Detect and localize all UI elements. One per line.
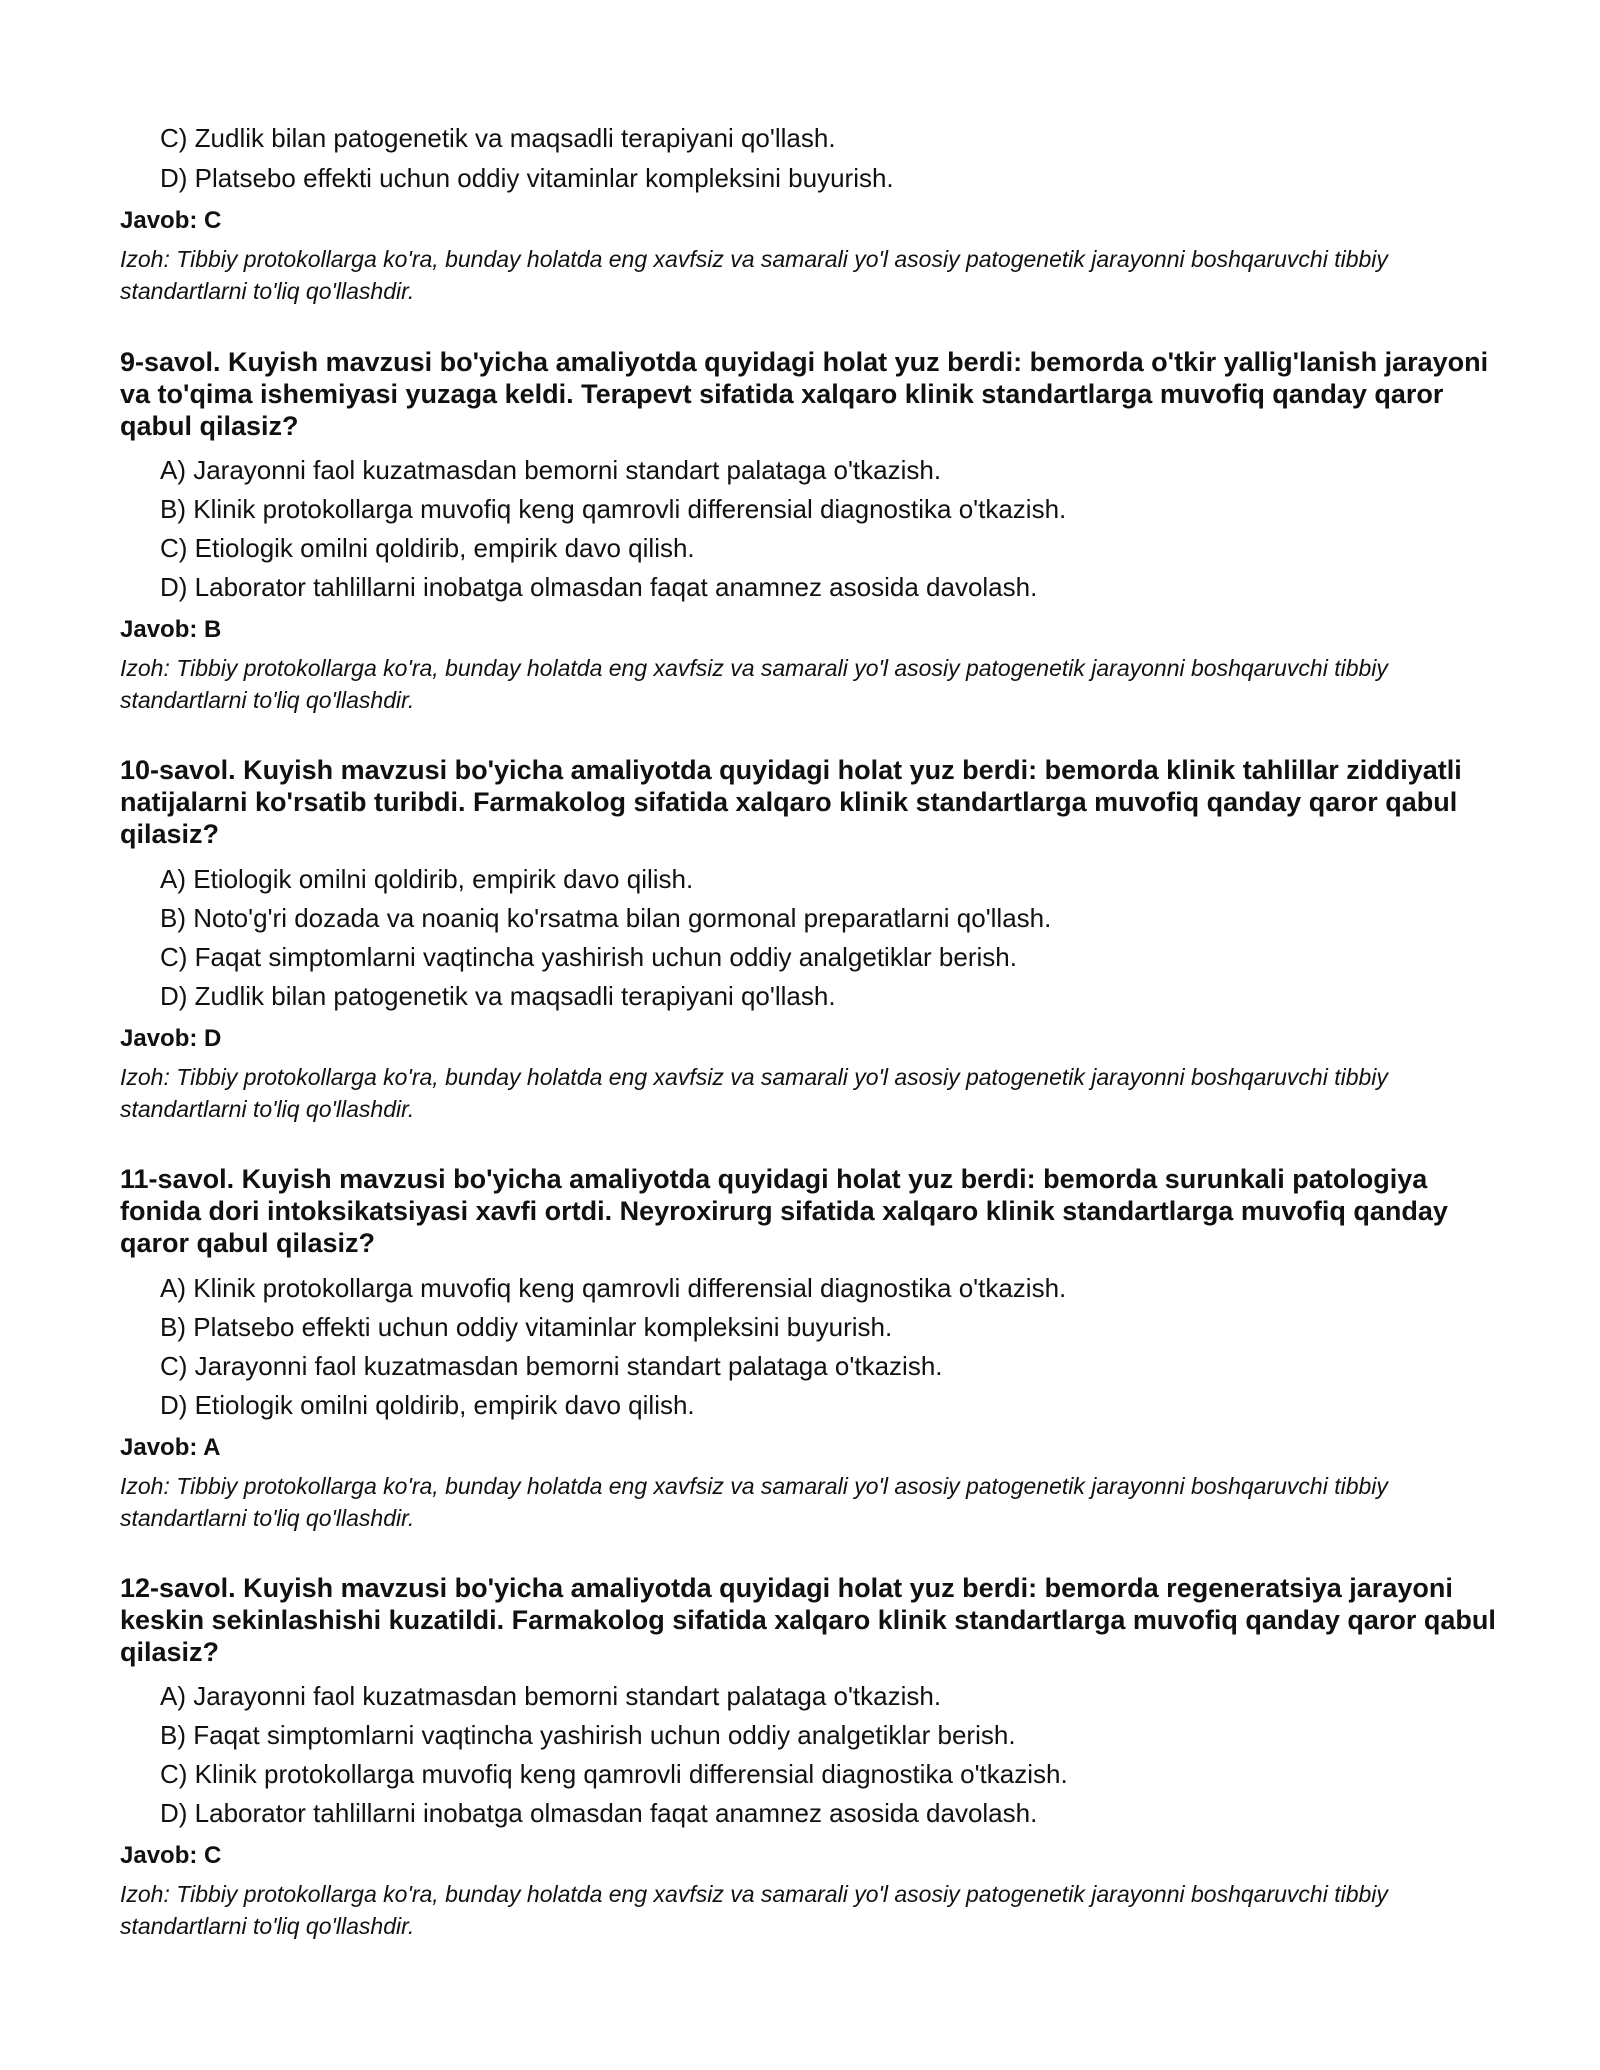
q8-answer: Javob: C [120,207,222,234]
q11-option-c: C) Jarayonni faol kuzatmasdan bemorni standart palataga o'tkazish. [160,1351,943,1381]
q9-option-b: B) Klinik protokollarga muvofiq keng qamrovli differensial diagnostika o'tkazish. [160,494,1067,524]
q9-option-d: D) Laborator tahlillarni inobatga olmasdan faqat anamnez asosida davolash. [160,572,1038,602]
q10-option-c: C) Faqat simptomlarni vaqtincha yashirish uchun oddiy analgetiklar berish. [160,942,1017,972]
q10-question: 10-savol. Kuyish mavzusi bo'yicha amaliyotda quyidagi holat yuz berdi: bemorda klinik tahlillar ziddiyatli natijalarni ko'rsatib turibdi. Farmakolog sifatida xalqaro klinik standartlarga muvofiq qanday qaror qabul qilasiz? [120,755,1462,849]
q8-option-d: D) Platsebo effekti uchun oddiy vitaminlar kompleksini buyurish. [160,163,894,193]
q8-note: Izoh: Tibbiy protokollarga ko'ra, bunday holatda eng xavfsiz va samarali yo'l asosiy patogenetik jarayonni boshqaruvchi tibbiy standartlarni to'liq qo'llashdir. [120,246,1388,304]
q11-option-a: A) Klinik protokollarga muvofiq keng qamrovli differensial diagnostika o'tkazish. [160,1273,1067,1303]
q9-option-a: A) Jarayonni faol kuzatmasdan bemorni standart palataga o'tkazish. [160,455,942,485]
q10-option-b: B) Noto'g'ri dozada va noaniq ko'rsatma bilan gormonal preparatlarni qo'llash. [160,903,1052,933]
q9-note: Izoh: Tibbiy protokollarga ko'ra, bunday holatda eng xavfsiz va samarali yo'l asosiy patogenetik jarayonni boshqaruvchi tibbiy standartlarni to'liq qo'llashdir. [120,655,1388,713]
q9-question: 9-savol. Kuyish mavzusi bo'yicha amaliyotda quyidagi holat yuz berdi: bemorda o'tkir yallig'lanish jarayoni va to'qima ishemiyasi yuzaga keldi. Terapevt sifatida xalqaro klinik standartlarga muvofiq qanday qaror qabul qilasiz? [120,347,1489,441]
q12-option-a: A) Jarayonni faol kuzatmasdan bemorni standart palataga o'tkazish. [160,1681,942,1711]
q11-question: 11-savol. Kuyish mavzusi bo'yicha amaliyotda quyidagi holat yuz berdi: bemorda surunkali patologiya fonida dori intoksikatsiyasi xavfi ortdi. Neyroxirurg sifatida xalqaro klinik standartlarga muvofiq qanday qaror qabul qilasiz? [120,1164,1448,1258]
q11-option-d: D) Etiologik omilni qoldirib, empirik davo qilish. [160,1390,695,1420]
q10-option-d: D) Zudlik bilan patogenetik va maqsadli terapiyani qo'llash. [160,981,836,1011]
q12-question: 12-savol. Kuyish mavzusi bo'yicha amaliyotda quyidagi holat yuz berdi: bemorda regeneratsiya jarayoni keskin sekinlashishi kuzatildi. Farmakolog sifatida xalqaro klinik standartlarga muvofiq qanday qaror qabul qilasiz? [120,1573,1496,1667]
q12-option-d: D) Laborator tahlillarni inobatga olmasdan faqat anamnez asosida davolash. [160,1798,1038,1828]
q12-option-c: C) Klinik protokollarga muvofiq keng qamrovli differensial diagnostika o'tkazish. [160,1759,1068,1789]
q9-option-c: C) Etiologik omilni qoldirib, empirik davo qilish. [160,533,695,563]
q10-answer: Javob: D [120,1025,222,1052]
q9-answer: Javob: B [120,616,222,643]
q12-option-b: B) Faqat simptomlarni vaqtincha yashirish uchun oddiy analgetiklar berish. [160,1720,1016,1750]
q11-note: Izoh: Tibbiy protokollarga ko'ra, bunday holatda eng xavfsiz va samarali yo'l asosiy patogenetik jarayonni boshqaruvchi tibbiy standartlarni to'liq qo'llashdir. [120,1473,1388,1531]
q8-option-c: C) Zudlik bilan patogenetik va maqsadli terapiyani qo'llash. [160,123,836,153]
q12-answer: Javob: C [120,1842,222,1869]
q11-option-b: B) Platsebo effekti uchun oddiy vitaminlar kompleksini buyurish. [160,1312,893,1342]
q10-note: Izoh: Tibbiy protokollarga ko'ra, bunday holatda eng xavfsiz va samarali yo'l asosiy patogenetik jarayonni boshqaruvchi tibbiy standartlarni to'liq qo'llashdir. [120,1064,1388,1122]
q12-note: Izoh: Tibbiy protokollarga ko'ra, bunday holatda eng xavfsiz va samarali yo'l asosiy patogenetik jarayonni boshqaruvchi tibbiy standartlarni to'liq qo'llashdir. [120,1881,1388,1939]
q11-answer: Javob: A [120,1434,221,1461]
q10-option-a: A) Etiologik omilni qoldirib, empirik davo qilish. [160,864,694,894]
